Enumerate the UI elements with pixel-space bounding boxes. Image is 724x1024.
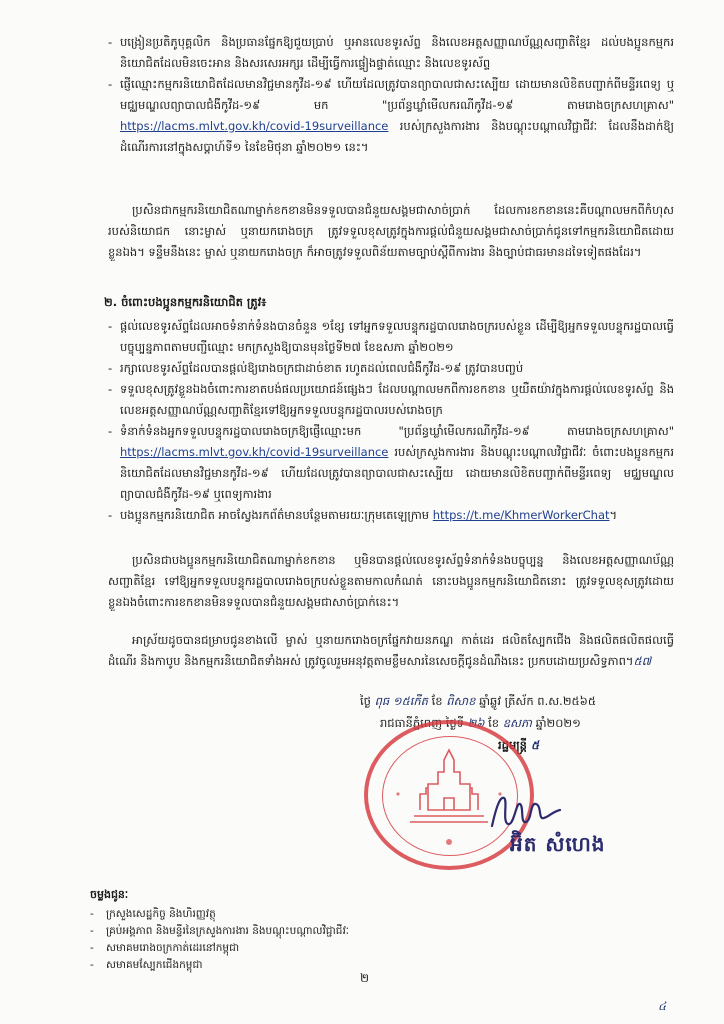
section2-bullet-2: [108, 358, 674, 379]
solar-date-day-handwritten: ២៦: [467, 716, 485, 730]
section2-bullet-3-text: ទទួលខុសត្រូវខ្លួនឯងចំពោះការខាតបង់ផលប្រយោជន៍ផ្សេងៗ ដែលបណ្តាលមកពីការខកខាន ឬយឺតយ៉ាវក្នុងការផ្តល់លេខទូរស័ព្ទ និងលេខអត្តសញ្ញាណប័ណ្ណសញ្ជាតិខ្មែរទៅឱ្យអ្នកទទួលបន្ទុករដ្ឋបាលរបស់រោងចក្រ: [120, 382, 674, 417]
telegram-link[interactable]: https://t.me/KhmerWorkerChat: [432, 508, 610, 522]
section1-bullet-1-text: បង្រៀនប្រតិភូបុគ្គលិក និងប្រធានផ្នែកឱ្យជួយប្រាប់ ឬអានលេខទូរស័ព្ទ និងលេខអត្តសញ្ញាណប័ណ្ណសញ្ជាតិខ្មែរ ដល់បងប្អូនកម្មករនិយោជិតដែលមិនចេះអាន និងសរសេរអក្សរ ដើម្បីធ្វើការផ្ទៀងផ្ទាត់ឈ្មោះ និងលេខទូរស័ព្ទ: [120, 35, 674, 70]
surveillance-link-1[interactable]: https://lacms.mlvt.gov.kh/covid-19surveillance: [120, 119, 389, 133]
page-number: ២: [360, 971, 370, 985]
corner-hand-mark: ៤: [658, 999, 667, 1013]
section1-bullet-list: [108, 32, 674, 158]
section2-bullet-4-text-after: របស់ក្រសួងការងារ និងបណ្តុះបណ្តាលវិជ្ជាជីវៈ ចំពោះបងប្អូនកម្មករនិយោជិតដែលមានវិជ្ជមានកូវីដ-១៩ ហើយដែលត្រូវបានព្យាបាលជាសះស្បើយ ដោយមានលិខិតបញ្ជាក់ពីមន្ទីរពេទ្យ មជ្ឈមណ្ឌលព្យាបាលជំងឺកូវីដ-១៩ ឬពេទ្យការងារ: [120, 445, 675, 501]
distribution-item-3: - សមាគមរោងចក្រកាត់ដេរនៅកម្ពុជា: [90, 940, 349, 957]
solar-date-month-handwritten: ឧសភា: [502, 716, 532, 730]
lunar-date-line: [360, 690, 680, 712]
solar-date-year: ឆ្នាំ២០២១: [535, 716, 581, 730]
distribution-item-2: - គ្រប់អង្គភាព និងមន្ទីរនៃក្រសួងការងារ និងបណ្តុះបណ្តាលវិជ្ជាជីវៈ: [90, 923, 349, 940]
section2-bullet-1-text: ផ្តល់លេខទូរស័ព្ទដែលអាចទំនាក់ទំនងបានចំនួន ១ខ្សែ ទៅអ្នកទទួលបន្ទុករដ្ឋបាលរោងចក្ររបស់ខ្លួន ដើម្បីឱ្យអ្នកទទួលបន្ទុករដ្ឋបាលធ្វើបច្ចុប្បន្នភាពតាមបញ្ជីឈ្មោះ មកក្រសួងឱ្យបានមុនថ្ងៃទី២៧ ខែឧសភា ឆ្នាំ២០២១: [120, 319, 674, 354]
distribution-item-1: - ក្រសួងសេដ្ឋកិច្ច និងហិរញ្ញវត្ថុ: [90, 906, 349, 923]
lunar-date-prefix: ថ្ងៃ: [360, 694, 371, 708]
section2-bullet-1: [108, 316, 674, 358]
section2-bullet-5-text-before: បងប្អូនកម្មករនិយោជិត អាចស្វែងរកព័ត៌មានបន្ថែមតាមរយៈក្រុមតេឡេក្រាម: [120, 508, 430, 522]
section1-bullet-2-text-after: របស់ក្រសួងការងារ និងបណ្តុះបណ្តាលវិជ្ជាជីវៈ ដែលនឹងដាក់ឱ្យដំណើរការនៅក្នុងសប្តាហ៍ទី១ នៃខែមិថុនា ឆ្នាំ២០២១ នេះ។: [120, 119, 674, 154]
signature-icon: [486, 788, 566, 838]
section2-bullet-3: [108, 379, 674, 421]
lunar-date-year: ឆ្នាំឆ្លូវ ត្រីស័ក ព.ស.២៥៦៥: [479, 694, 596, 708]
distribution-item-4: - សមាគមស្បែកជើងកម្ពុជា: [90, 957, 349, 974]
paragraph-closing-text: អាស្រ័យដូចបានជម្រាបជូនខាងលើ ម្ចាស់ ឬនាយករោងចក្រផ្នែកវាយនភណ្ឌ កាត់ដេរ ផលិតស្បែកជើង និងផលិតផលិតផលធ្វើដំណើរ និងកាបូប និងកម្មករនិយោជិតទាំងអស់ ត្រូវចូលរួមអនុវត្តតាមខ្លឹមសារនៃសេចក្តីជូនដំណឹងនេះ ប្រកបដោយប្រសិទ្ធភាព។: [108, 633, 674, 668]
solar-date-prefix: រាជធានីភ្នំពេញ ថ្ងៃទី: [380, 716, 464, 730]
section2-bullet-4-text-before: ទំនាក់ទំនងអ្នកទទួលបន្ទុករដ្ឋបាលរោងចក្រឱ្យផ្ញើឈ្មោះមក "ប្រព័ន្ធឃ្លាំមើលករណីកូវីដ-១៩ តាមរោងចក្រសហគ្រាស": [120, 424, 674, 438]
section2-heading: ២. ចំពោះបងប្អូនកម្មករនិយោជិត ត្រូវ៖: [104, 295, 267, 309]
minister-hand-mark: ៥: [531, 738, 540, 752]
section2-bullet-2-text: រក្សាលេខទូរស័ព្ទដែលបានផ្តល់ឱ្យរោងចក្រជាដាច់ខាត រហូតដល់ពេលជំងឺកូវីដ-១៩ ត្រូវបានបញ្ចប់: [120, 361, 524, 375]
paragraph-worker-liability: ប្រសិនជាបងប្អូនកម្មករនិយោជិតណាម្នាក់ខកខាន ឬមិនបានផ្តល់លេខទូរស័ព្ទទំនាក់ទំនងបច្ចុប្បន្ន និងលេខអត្តសញ្ញាណប័ណ្ណសញ្ជាតិខ្មែរ ទៅឱ្យអ្នកទទួលបន្ទុករដ្ឋបាលរោងចក្របស់ខ្លួនតាមកាលកំណត់ នោះបងប្អូនកម្មករនិយោជិតនោះ ត្រូវទទួលខុសត្រូវដោយខ្លួនឯងចំពោះការខកខានមិនទទួលបានជំនួយសង្គមជាសាច់ប្រាក់នេះ។: [108, 553, 674, 609]
paragraph-closing: [108, 630, 674, 672]
section1-bullet-1: [108, 32, 674, 74]
solar-date-month-label: ខែ: [488, 716, 500, 730]
distribution-list: [90, 906, 349, 974]
section2-bullet-list: [108, 316, 674, 526]
section2-bullet-5: [108, 505, 674, 526]
section2-bullet-4: [108, 421, 674, 505]
section1-bullet-2: [108, 74, 674, 158]
paragraph-closing-hand-mark: ៥៧: [633, 654, 652, 668]
lunar-date-month-label: ខែ: [431, 694, 443, 708]
lunar-date-month-handwritten: ពិសាខ: [446, 694, 476, 708]
paragraph-employer-liability: ប្រសិនជាកម្មករនិយោជិតណាម្នាក់ខកខានមិនទទួលបានជំនួយសង្គមជាសាច់ប្រាក់ ដែលការខកខាននេះគឺបណ្តាលមកពីកំហុសរបស់និយោជក នោះម្ចាស់ ឬនាយករោងចក្រ ត្រូវទទួលខុសត្រូវក្នុងការផ្តល់ជំនួយសង្គមជាសាច់ប្រាក់ជូនទៅកម្មករនិយោជិតដោយខ្លួនឯង។ ទន្ទឹមនឹងនេះ ម្ចាស់ ឬនាយករោងចក្រ ក៏អាចត្រូវទទួលពិន័យតាមច្បាប់ស្តីពីការងារ និងច្បាប់ជាធរមានដទៃទៀតផងដែរ។: [108, 203, 674, 259]
surveillance-link-2[interactable]: https://lacms.mlvt.gov.kh/covid-19surveillance: [120, 445, 389, 459]
lunar-date-day-handwritten: ពុធ ១៥កើត: [374, 694, 428, 708]
minister-title: រដ្ឋមន្ត្រី: [498, 738, 527, 752]
distribution-title: ចម្លងជូនៈ: [90, 888, 129, 901]
signatory-name: អ៊ិត សំហេង: [510, 832, 606, 856]
section1-bullet-2-text-before: ផ្ញើឈ្មោះកម្មករនិយោជិតដែលមានវិជ្ជមានកូវីដ-១៩ ហើយដែលត្រូវបានព្យាបាលជាសះស្បើយ ដោយមានលិខិតបញ្ជាក់ពីមន្ទីរពេទ្យ ឬមជ្ឈមណ្ឌលព្យាបាលជំងឺកូវីដ-១៩ មក "ប្រព័ន្ធឃ្លាំមើលករណីកូវីដ-១៩ តាមរោងចក្រសហគ្រាស": [120, 77, 674, 112]
section2-bullet-5-text-after: ។: [609, 508, 618, 522]
